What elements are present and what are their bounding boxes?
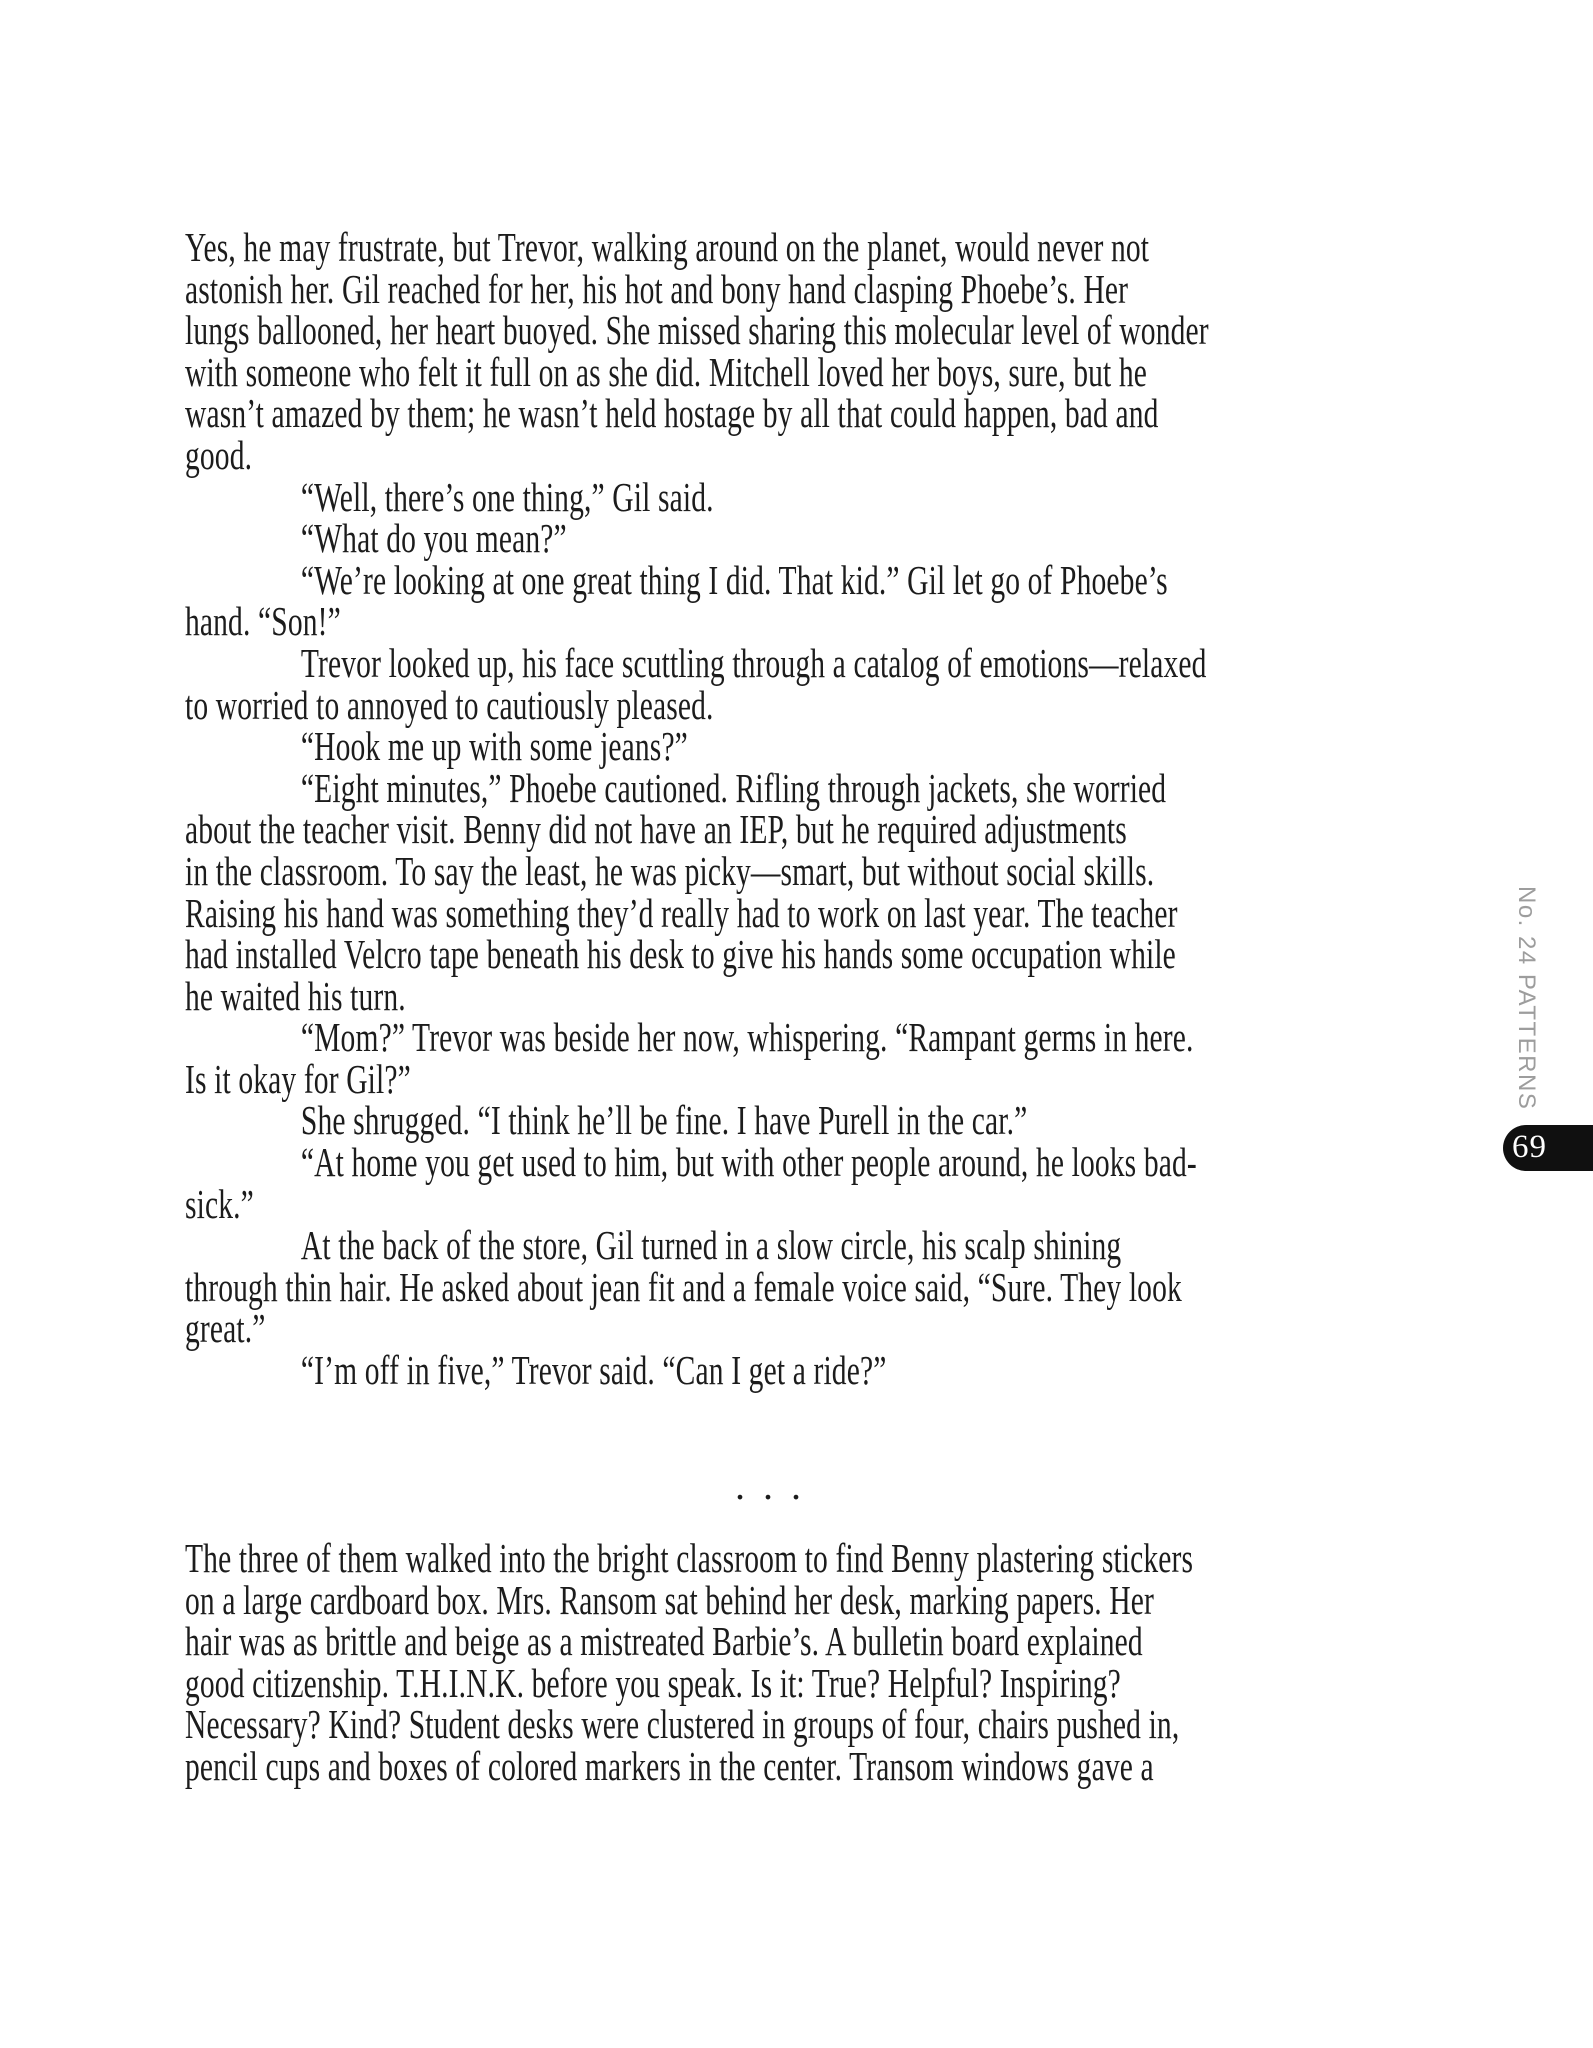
text-line: Raising his hand was something they’d really had to work on last year. The teacher (185, 889, 1178, 936)
text-line: “Mom?” Trevor was beside her now, whispering. “Rampant germs in here. (300, 1014, 1194, 1061)
body-paragraph-block-2 (185, 1535, 1380, 1789)
text-line: good. (185, 431, 253, 478)
text-line: hand. “Son!” (185, 598, 341, 645)
text-line: The three of them walked into the bright classroom to find Benny plastering stickers (185, 1535, 1194, 1581)
scene-break-dots: . . . (735, 1463, 805, 1508)
text-line: Yes, he may frustrate, but Trevor, walking around on the planet, would never not (185, 224, 1150, 270)
text-line: good citizenship. T.H.I.N.K. before you speak. Is it: True? Helpful? Inspiring? (185, 1659, 1121, 1706)
text-line: astonish her. Gil reached for her, his hot and bony hand clasping Phoebe’s. Her (185, 265, 1129, 312)
text-line: “Hook me up with some jeans?” (300, 723, 688, 770)
text-line: pencil cups and boxes of colored markers in the center. Transom windows gave a (185, 1742, 1154, 1789)
text-line: through thin hair. He asked about jean fit and a female voice said, “Sure. They look (185, 1263, 1182, 1310)
text-line: hair was as brittle and beige as a mistreated Barbie’s. A bulletin board explained (185, 1618, 1143, 1665)
text-line: “Well, there’s one thing,” Gil said. (300, 473, 714, 520)
text-line: lungs ballooned, her heart buoyed. She missed sharing this molecular level of wonder (185, 307, 1209, 354)
text-line: “We’re looking at one great thing I did. That kid.” Gil let go of Phoebe’s (300, 556, 1168, 603)
text-line: wasn’t amazed by them; he wasn’t held hostage by all that could happen, bad and (185, 390, 1159, 437)
text-line: “At home you get used to him, but with other people around, he looks bad- (300, 1139, 1197, 1186)
text-line: he waited his turn. (185, 972, 406, 1019)
page-number-pill (1503, 1125, 1593, 1171)
body-paragraph-block-1 (185, 224, 1380, 1394)
text-line: had installed Velcro tape beneath his desk to give his hands some occupation while (185, 931, 1176, 978)
text-line: Necessary? Kind? Student desks were clustered in groups of four, chairs pushed in, (185, 1701, 1180, 1748)
text-line: “What do you mean?” (300, 515, 567, 562)
text-line: with someone who felt it full on as she did. Mitchell loved her boys, sure, but he (185, 348, 1148, 395)
text-line: At the back of the store, Gil turned in a slow circle, his scalp shining (300, 1222, 1122, 1269)
text-line: She shrugged. “I think he’ll be fine. I have Purell in the car.” (300, 1097, 1028, 1144)
text-line: about the teacher visit. Benny did not have an IEP, but he required adjustments (185, 806, 1127, 853)
text-line: in the classroom. To say the least, he was picky—smart, but without social skills. (185, 847, 1155, 894)
text-line: Is it okay for Gil?” (185, 1055, 411, 1102)
page-number: 69 (1512, 1129, 1547, 1165)
text-line: great.” (185, 1305, 266, 1352)
chapter-sidebar-label: No. 24 PATTERNS (1513, 886, 1540, 1111)
text-line: to worried to annoyed to cautiously pleased. (185, 681, 714, 728)
text-line: on a large cardboard box. Mrs. Ransom sat behind her desk, marking papers. Her (185, 1576, 1155, 1623)
text-line: sick.” (185, 1180, 254, 1227)
text-line: “I’m off in five,” Trevor said. “Can I get a ride?” (300, 1347, 887, 1394)
text-line: “Eight minutes,” Phoebe cautioned. Rifling through jackets, she worried (300, 764, 1167, 811)
text-line: Trevor looked up, his face scuttling through a catalog of emotions—relaxed (300, 639, 1207, 686)
